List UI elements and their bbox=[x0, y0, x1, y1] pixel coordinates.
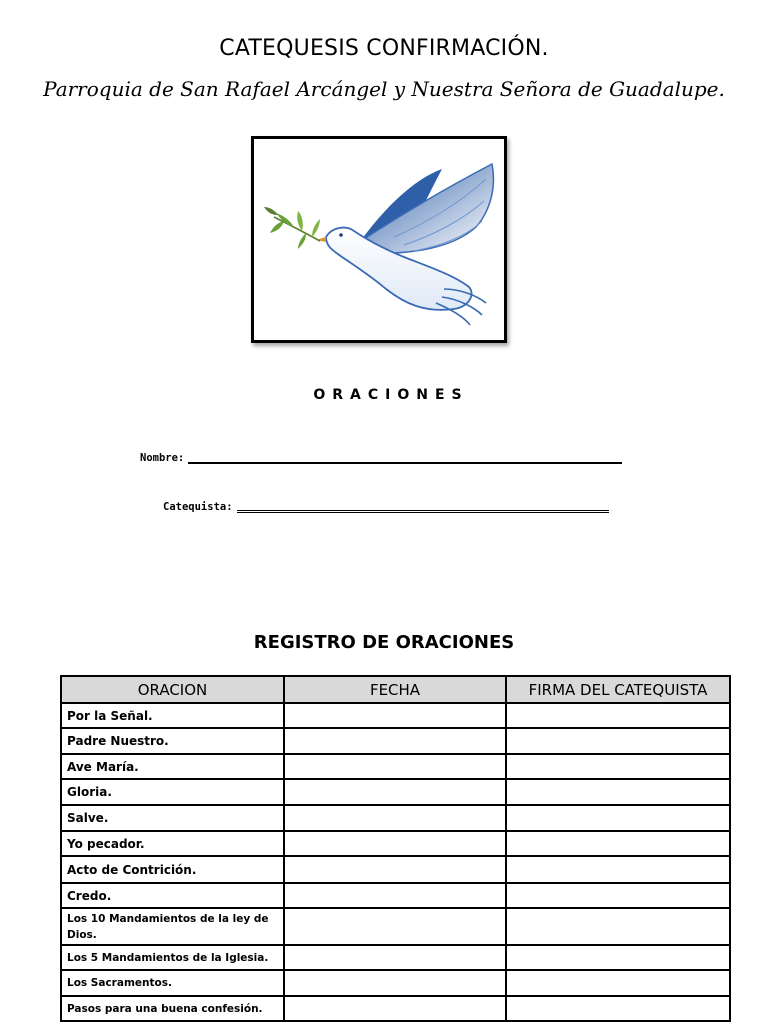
nombre-label: Nombre: bbox=[140, 452, 185, 464]
table-row bbox=[61, 754, 730, 779]
catequista-underline[interactable] bbox=[237, 499, 609, 513]
column-header-oracion: ORACION bbox=[61, 676, 284, 703]
fecha-cell[interactable] bbox=[284, 996, 506, 1021]
firma-cell[interactable] bbox=[506, 996, 730, 1021]
parish-subtitle: Parroquia de San Rafael Arcángel y Nuestra Señora de Guadalupe. bbox=[43, 77, 725, 101]
prayer-name: Yo pecador. bbox=[61, 831, 284, 856]
dove-illustration-frame bbox=[251, 136, 507, 343]
table-row bbox=[61, 831, 730, 856]
firma-cell[interactable] bbox=[506, 779, 730, 805]
dove-with-olive-branch-icon bbox=[254, 139, 504, 340]
firma-cell[interactable] bbox=[506, 805, 730, 831]
firma-cell[interactable] bbox=[506, 883, 730, 908]
firma-cell[interactable] bbox=[506, 856, 730, 883]
catequista-label: Catequista: bbox=[163, 501, 233, 513]
firma-cell[interactable] bbox=[506, 970, 730, 996]
prayer-name: Por la Señal. bbox=[61, 703, 284, 728]
fecha-cell[interactable] bbox=[284, 831, 506, 856]
prayer-name: Credo. bbox=[61, 883, 284, 908]
fecha-cell[interactable] bbox=[284, 779, 506, 805]
fecha-cell[interactable] bbox=[284, 883, 506, 908]
fecha-cell[interactable] bbox=[284, 856, 506, 883]
table-row bbox=[61, 908, 730, 945]
prayer-name: Los 5 Mandamientos de la Iglesia. bbox=[61, 945, 284, 970]
nombre-underline[interactable] bbox=[188, 450, 622, 464]
prayer-name: Acto de Contrición. bbox=[61, 856, 284, 883]
table-row bbox=[61, 883, 730, 908]
firma-cell[interactable] bbox=[506, 945, 730, 970]
prayer-name: Los Sacramentos. bbox=[61, 970, 284, 996]
registro-title: REGISTRO DE ORACIONES bbox=[253, 632, 515, 653]
table-row bbox=[61, 970, 730, 996]
fecha-cell[interactable] bbox=[284, 754, 506, 779]
document-title: CATEQUESIS CONFIRMACIÓN. bbox=[219, 36, 549, 61]
fecha-cell[interactable] bbox=[284, 728, 506, 754]
prayer-name: Salve. bbox=[61, 805, 284, 831]
prayer-name: Ave María. bbox=[61, 754, 284, 779]
table-row bbox=[61, 996, 730, 1021]
fecha-cell[interactable] bbox=[284, 970, 506, 996]
section-heading-oraciones: ORACIONES bbox=[313, 387, 469, 403]
firma-cell[interactable] bbox=[506, 728, 730, 754]
fecha-cell[interactable] bbox=[284, 908, 506, 945]
table-row bbox=[61, 856, 730, 883]
nombre-field[interactable] bbox=[140, 450, 622, 464]
firma-cell[interactable] bbox=[506, 908, 730, 945]
column-header-fecha: FECHA bbox=[284, 676, 506, 703]
prayer-name: Los 10 Mandamientos de la ley de Dios. bbox=[61, 908, 284, 945]
prayer-name: Gloria. bbox=[61, 779, 284, 805]
prayer-name: Padre Nuestro. bbox=[61, 728, 284, 754]
table-row bbox=[61, 779, 730, 805]
firma-cell[interactable] bbox=[506, 754, 730, 779]
fecha-cell[interactable] bbox=[284, 945, 506, 970]
firma-cell[interactable] bbox=[506, 831, 730, 856]
firma-cell[interactable] bbox=[506, 703, 730, 728]
table-row bbox=[61, 703, 730, 728]
fecha-cell[interactable] bbox=[284, 805, 506, 831]
catequista-field[interactable] bbox=[163, 499, 609, 513]
table-row bbox=[61, 805, 730, 831]
column-header-firma: FIRMA DEL CATEQUISTA bbox=[506, 676, 730, 703]
table-row bbox=[61, 945, 730, 970]
table-row bbox=[61, 728, 730, 754]
prayer-name: Pasos para una buena confesión. bbox=[61, 996, 284, 1021]
fecha-cell[interactable] bbox=[284, 703, 506, 728]
table-header-row bbox=[61, 676, 730, 703]
registro-table bbox=[60, 675, 731, 1022]
